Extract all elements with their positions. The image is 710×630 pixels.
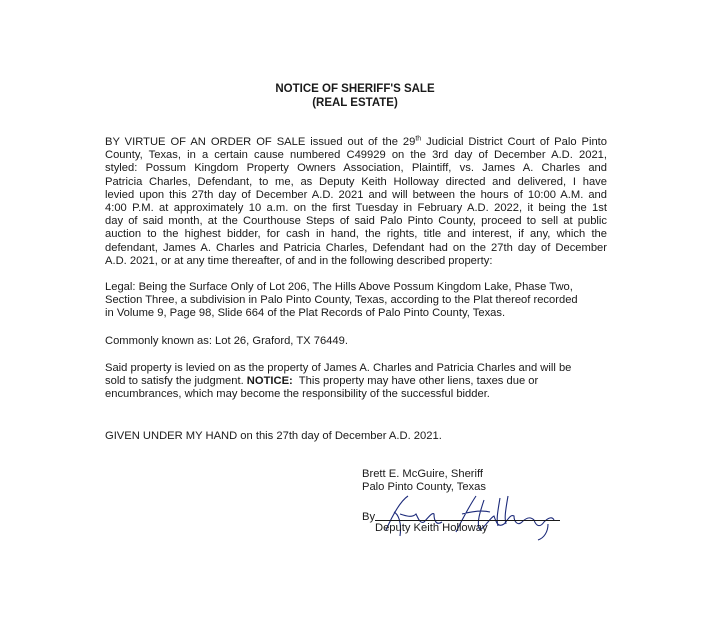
document-title: NOTICE OF SHERIFF'S SALE xyxy=(275,83,435,95)
paragraph-line: County, Texas, in a certain cause numbered C49929 on the 3rd day of December A.D. 2021, xyxy=(105,149,607,162)
signature-line xyxy=(375,520,560,521)
paragraph-line: A.D. 2021, or at any time thereafter, of and in the following described property: xyxy=(105,254,493,267)
given-under-hand-line: GIVEN UNDER MY HAND on this 27th day of December A.D. 2021. xyxy=(105,430,442,442)
paragraph-line: Said property is levied on as the property of James A. Charles and Patricia Charles and will be xyxy=(105,362,572,374)
paragraph-line: day of said month, at the Courthouse Steps of said Palo Pinto County, proceed to sell at public xyxy=(105,215,607,228)
paragraph-line: styled: Possum Kingdom Property Owners Association, Plaintiff, vs. James A. Charles and xyxy=(105,162,607,175)
handwritten-signature xyxy=(372,492,562,542)
paragraph-line: defendant, James A. Charles and Patricia Charles, Defendant had on the 27th day of December xyxy=(105,241,607,254)
paragraph-line: auction to the highest bidder, for cash in hand, the rights, title and interest, if any, which the xyxy=(105,228,607,241)
levy-notice-paragraph xyxy=(105,362,607,402)
paragraph-line: levied upon this 27th day of December A.D. 2021 and will between the hours of 10:00 A.M. and xyxy=(105,188,607,201)
paragraph-line: 4:00 P.M. at approximately 10 a.m. on the first Tuesday in February A.D. 2022, it being the 1st xyxy=(105,202,607,215)
document-subtitle: (REAL ESTATE) xyxy=(312,97,398,109)
paragraph-line: BY VIRTUE OF AN ORDER OF SALE issued out of the 29th Judicial District Court of Palo Pinto xyxy=(105,135,607,148)
paragraph-line: Legal: Being the Surface Only of Lot 206, The Hills Above Possum Kingdom Lake, Phase Two, xyxy=(105,281,573,293)
common-address: Commonly known as: Lot 26, Graford, TX 76449. xyxy=(105,335,348,347)
sheriff-block xyxy=(362,468,486,494)
sheriff-county: Palo Pinto County, Texas xyxy=(362,481,486,494)
paragraph-line: Section Three, a subdivision in Palo Pinto County, Texas, according to the Plat thereof recorded xyxy=(105,294,578,307)
by-label: By xyxy=(362,511,376,523)
sheriff-name: Brett E. McGuire, Sheriff xyxy=(362,468,484,480)
order-of-sale-paragraph xyxy=(105,136,607,268)
paragraph-line: in Volume 9, Page 98, Slide 664 of the Plat Records of Palo Pinto County, Texas. xyxy=(105,307,506,320)
paragraph-line: sold to satisfy the judgment. NOTICE: This property may have other liens, taxes due or xyxy=(105,375,539,388)
paragraph-line: encumbrances, which may become the responsibility of the successful bidder. xyxy=(105,388,490,401)
notice-label: NOTICE: xyxy=(246,375,293,388)
deputy-name: Deputy Keith Holloway xyxy=(375,522,488,534)
legal-description-paragraph xyxy=(105,281,607,321)
paragraph-line: Patricia Charles, Defendant, to me, as Deputy Keith Holloway directed and delivered, I have xyxy=(105,175,607,188)
